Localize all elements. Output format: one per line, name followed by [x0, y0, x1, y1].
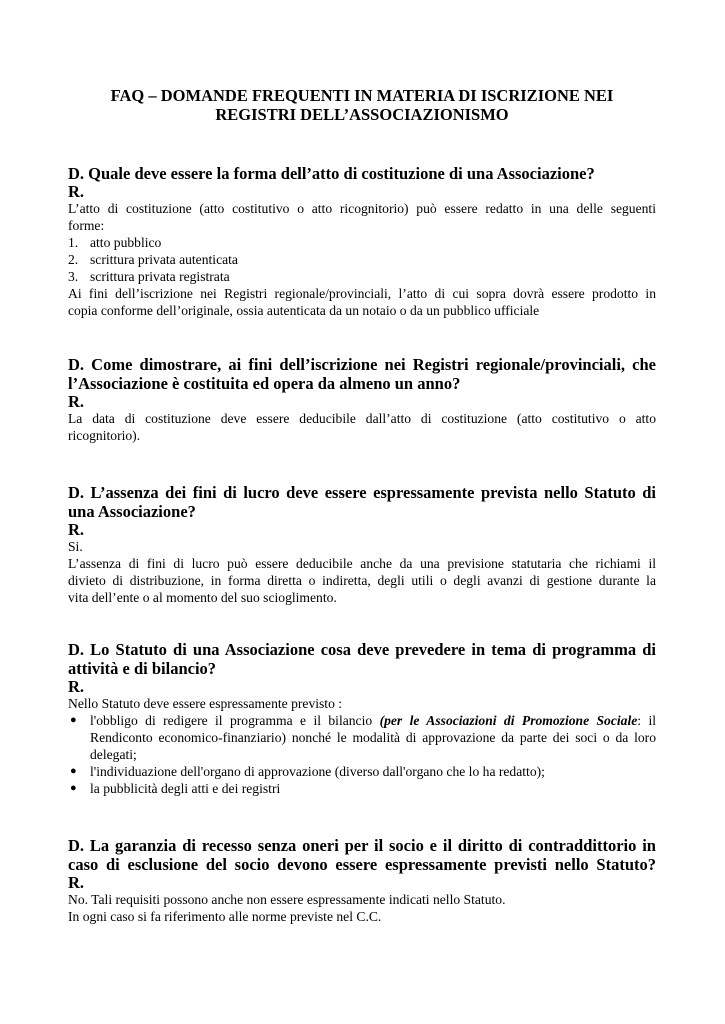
question-line: D. Come dimostrare, ai fini dell’iscrizione nei Registri regionale/provinciali, che — [68, 355, 656, 374]
faq-answer-intro: Nello Statuto deve essere espressamente previsto : — [68, 696, 343, 711]
answer-line: copia conforme dell’originale, ossia autenticata da un notaio o da un pubblico ufficiale — [68, 303, 540, 318]
bullet-list — [68, 712, 656, 797]
answer-line: L’atto di costituzione (atto costitutivo o atto ricognitorio) può essere redatto in una delle seguenti — [68, 201, 656, 216]
question-line: D. Lo Statuto di una Associazione cosa deve prevedere in tema di programma di — [68, 640, 656, 659]
answer-label: R. — [68, 392, 85, 411]
faq-question — [68, 483, 656, 521]
list-item — [68, 268, 656, 285]
bullet-text: l'obbligo di redigere il programma e il bilancio — [90, 713, 380, 728]
bullet-text-emphasis: (per le Associazioni di Promozione Sociale — [379, 713, 638, 728]
faq-answer — [68, 538, 656, 606]
bullet-text: : il Rendiconto economico-finanziario) nonché le modalità di approvazione da parte dei soci o da loro delegati; — [90, 713, 657, 762]
list-item-text: atto pubblico — [90, 235, 162, 250]
answer-label: R. — [68, 182, 85, 201]
list-item — [68, 234, 656, 251]
bullet-text: la pubblicità degli atti e dei registri — [90, 781, 281, 796]
list-number: 3. — [68, 269, 79, 284]
list-item-text: scrittura privata autenticata — [90, 252, 238, 267]
question-line: attività e di bilancio? — [68, 659, 217, 678]
bullet-item — [68, 763, 656, 780]
answer-line: La data di costituzione deve essere deducibile dall’atto di costituzione (atto costitutivo o atto — [68, 411, 656, 426]
faq-item-3 — [68, 483, 656, 606]
answer-line: L’assenza di fini di lucro può essere deducibile anche da una previsione statutaria che richiami il — [68, 556, 656, 571]
title-line-2: REGISTRI DELL’ASSOCIAZIONISMO — [215, 105, 509, 124]
list-item — [68, 251, 656, 268]
document-title — [68, 86, 656, 124]
question-line: D. L’assenza dei fini di lucro deve essere espressamente prevista nello Statuto di — [68, 483, 656, 502]
question-line: l’Associazione è costituita ed opera da almeno un anno? — [68, 374, 461, 393]
answer-label: R. — [68, 520, 85, 539]
answer-line: vita dell’ente o al momento del suo scioglimento. — [68, 590, 337, 605]
faq-item-2 — [68, 355, 656, 444]
bullet-item — [68, 780, 656, 797]
answer-label: R. — [68, 873, 85, 892]
list-item-text: scrittura privata registrata — [90, 269, 230, 284]
title-line-1: FAQ – DOMANDE FREQUENTI IN MATERIA DI ISCRIZIONE NEI — [110, 86, 614, 105]
list-number: 2. — [68, 252, 79, 267]
numbered-list — [68, 234, 656, 285]
bullet-icon: ● — [70, 765, 77, 777]
question-line: D. La garanzia di recesso senza oneri per il socio e il diritto di contraddittorio in — [68, 836, 656, 855]
question-line: una Associazione? — [68, 502, 196, 521]
faq-answer — [68, 891, 656, 925]
answer-label: R. — [68, 677, 85, 696]
list-number: 1. — [68, 235, 79, 250]
bullet-icon: ● — [70, 782, 77, 794]
faq-answer — [68, 410, 656, 444]
faq-item-1 — [68, 164, 656, 319]
faq-item-5 — [68, 836, 656, 925]
answer-line: Ai fini dell’iscrizione nei Registri regionale/provinciali, l’atto di cui sopra dovrà essere prodotto in — [68, 286, 656, 301]
answer-line: ricognitorio). — [68, 428, 141, 443]
short-answer: Si. — [68, 539, 83, 554]
faq-question — [68, 836, 656, 874]
answer-line: In ogni caso si fa riferimento alle norme previste nel C.C. — [68, 909, 382, 924]
answer-line: forme: — [68, 218, 105, 233]
question-line: caso di esclusione del socio devono essere espressamente previsti nello Statuto? — [68, 855, 656, 874]
bullet-text: l'individuazione dell'organo di approvazione (diverso dall'organo che lo ha redatto); — [90, 764, 545, 779]
faq-question — [68, 355, 656, 393]
answer-line: No. Tali requisiti possono anche non essere espressamente indicati nello Statuto. — [68, 892, 506, 907]
faq-item-4 — [68, 640, 656, 797]
faq-question: D. Quale deve essere la forma dell’atto di costituzione di una Associazione? — [68, 164, 595, 183]
faq-answer-outro — [68, 285, 656, 319]
faq-question — [68, 640, 656, 678]
answer-line: divieto di distribuzione, in forma diretta o indiretta, degli utili o degli avanzi di gestione durante la — [68, 573, 656, 588]
bullet-item — [68, 712, 656, 763]
bullet-icon: ● — [70, 714, 77, 726]
faq-answer-intro — [68, 200, 656, 234]
